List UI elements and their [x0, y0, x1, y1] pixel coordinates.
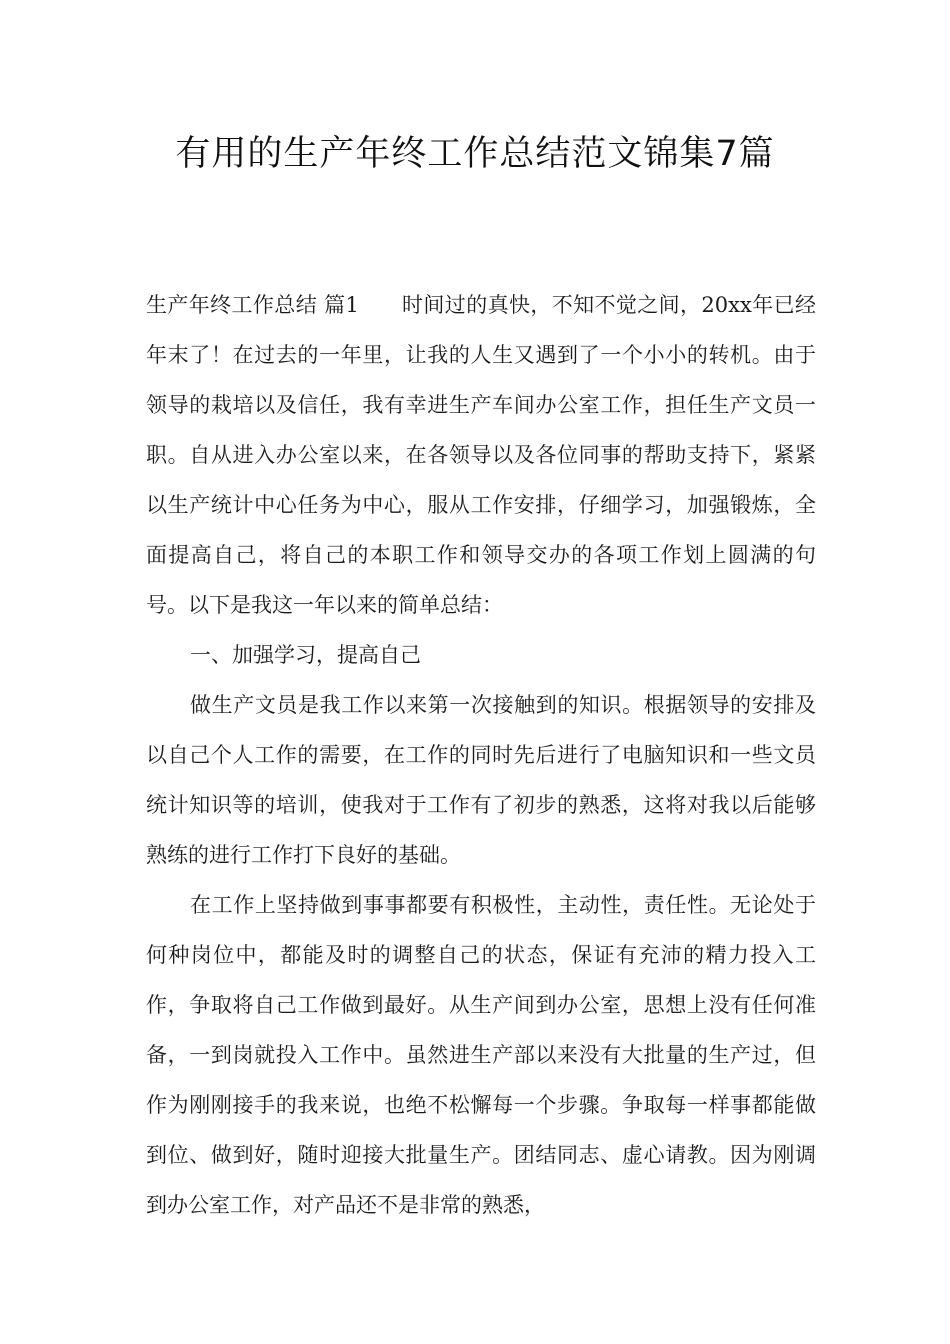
paragraph-intro: 生产年终工作总结 篇1 时间过的真快，不知不觉之间，20xx年已经年末了！在过去的一年里，让我的人生又遇到了一个小小的转机。由于领导的栽培以及信任，我有幸进生产车间办公室工作，担任生产文员一职。自从进入办公室以来，在各领导以及各位同事的帮助支持下，紧紧以生产统计中心任务为中心，服从工作安排，仔细学习，加强锻炼，全面提高自己，将自己的本职工作和领导交办的各项工作划上圆满的句号。以下是我这一年以来的简单总结：: [146, 293, 816, 617]
section-heading-1: 一、加强学习，提高自己: [190, 643, 421, 667]
paragraph-study: 做生产文员是我工作以来第一次接触到的知识。根据领导的安排及以自己个人工作的需要，在工作的同时先后进行了电脑知识和一些文员统计知识等的培训，使我对于工作有了初步的熟悉，这将对我以后能够熟练的进行工作打下良好的基础。: [146, 693, 816, 867]
document-body: [146, 280, 816, 1230]
paragraph-work-attitude: 在工作上坚持做到事事都要有积极性，主动性，责任性。无论处于何种岗位中，都能及时的调整自己的状态，保证有充沛的精力投入工作，争取将自己工作做到最好。从生产间到办公室，思想上没有任何准备，一到岗就投入工作中。虽然进生产部以来没有大批量的生产过，但作为刚刚接手的我来说，也绝不松懈每一个步骤。争取每一样事都能做到位、做到好，随时迎接大批量生产。团结同志、虚心请教。因为刚调到办公室工作，对产品还不是非常的熟悉，: [146, 893, 816, 1217]
document-title: 有用的生产年终工作总结范文锦集7篇: [175, 134, 775, 174]
